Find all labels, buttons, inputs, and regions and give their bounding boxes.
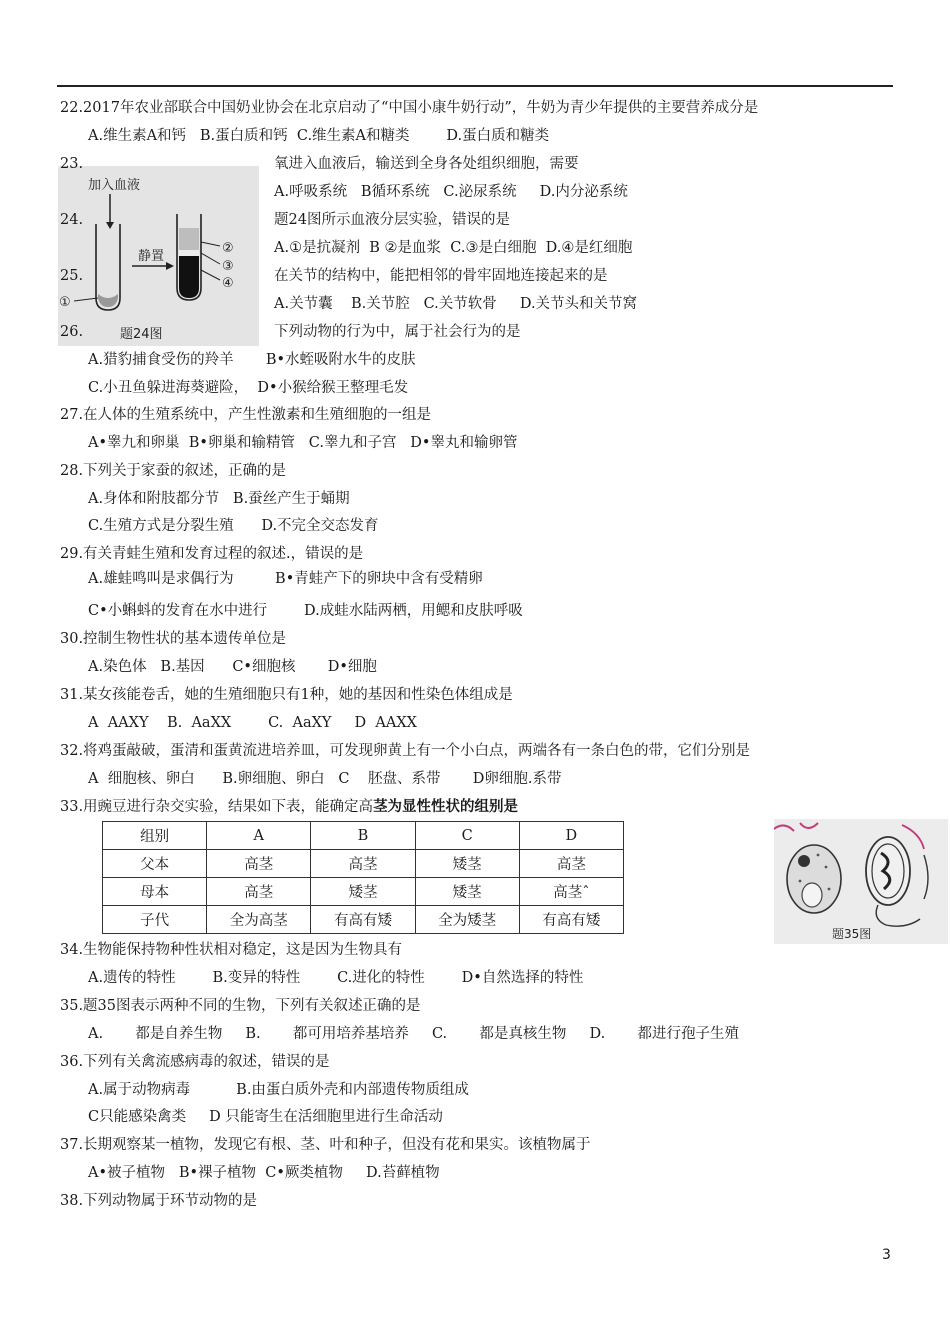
page-number: 3 [882,1247,891,1263]
q35-stem: 35.题35图表示两种不同的生物，下列有关叙述正确的是 [60,998,421,1014]
fig24-caption: 题24图 [120,327,163,342]
q33-stem-part2: 茎为显性性状的组别是 [373,799,519,815]
q27-stem: 27.在人体的生殖系统中，产生性激素和生殖细胞的一组是 [60,407,432,423]
q26-stem: 下列动物的行为中，属于社会行为的是 [274,324,521,340]
q37-stem: 37.长期观察某一植物，发现它有根、茎、叶和种子，但没有花和果实。该植物属于 [60,1137,591,1153]
table-row [103,850,624,878]
table-row [103,878,624,906]
q36-options-1: A.属于动物病毒 B.由蛋白质外壳和内部遗传物质组成 [88,1082,469,1098]
fig35-caption: 题35图 [832,927,872,941]
q25-number: 25. [60,268,84,284]
q31-stem: 31.某女孩能卷舌，她的生殖细胞只有1种，她的基因和性染色体组成是 [60,687,513,703]
table-header-cell: C [415,822,519,850]
q32-stem: 32.将鸡蛋敲破，蛋清和蛋黄流进培养皿，可发现卵黄上有一个小白点，两端各有一条白色的带，它们分别是 [60,743,751,759]
q23-number: 23. [60,156,84,172]
q37-options: A•被子植物 B•裸子植物 C•厥类植物 D.苔藓植物 [88,1165,440,1181]
fig24-marker-3: ③ [222,259,234,274]
fig24-label-standing: 静置 [138,249,165,264]
table-header-cell: D [519,822,623,850]
q35-options: A. 都是自养生物 B. 都可用培养基培养 C. 都是真核生物 D. 都进行孢子生殖 [88,1026,739,1042]
figure-24 [58,166,259,346]
q32-options: A 细胞核、卵白 B.卵细胞、卵白 C 胚盘、系带 D卵细胞.系带 [88,771,562,787]
q36-stem: 36.下列有关禽流感病毒的叙述，错误的是 [60,1054,330,1070]
fig24-marker-4: ④ [222,276,234,291]
q26-options-1: A.猎豹捕食受伤的羚羊 B•水蛭吸附水牛的皮肤 [88,352,416,368]
q30-stem: 30.控制生物性状的基本遗传单位是 [60,631,287,647]
table-cell: 有高有矮 [519,906,623,934]
figure-35 [774,819,948,944]
table-header-cell: B [311,822,415,850]
table-cell: 子代 [103,906,207,934]
q23-options: A.呼吸系统 B循环系统 C.泌尿系统 D.内分泌系统 [274,184,628,200]
q28-options-1: A.身体和附肢都分节 B.蚕丝产生于蛹期 [88,491,350,507]
table-cell: 高茎ˆ [519,878,623,906]
q25-options: A.关节囊 B.关节腔 C.关节软骨 D.关节头和关节窝 [274,296,638,312]
q34-options: A.遗传的特性 B.变异的特性 C.进化的特性 D•自然选择的特性 [88,970,584,986]
fig24-marker-2: ② [222,241,234,256]
fig24-label-add-blood: 加入血液 [88,178,141,193]
q33-stem [60,797,518,817]
q24-stem: 题24图所示血液分层实验，错误的是 [274,212,510,228]
table-cell: 有高有矮 [311,906,415,934]
table-cell: 全为高茎 [207,906,311,934]
q22-options: A.维生素A和钙 B.蛋白质和钙 C.维生素A和糖类 D.蛋白质和糖类 [88,128,550,144]
table-cell: 父本 [103,850,207,878]
table-header-cell: 组别 [103,822,207,850]
q29-options-1: A.雄蛙鸣叫是求偶行为 B•青蛙产下的卵块中含有受精卵 [88,571,483,587]
table-cell: 全为矮茎 [415,906,519,934]
q22-stem: 22.2017年农业部联合中国奶业协会在北京启动了“中国小康牛奶行动”，牛奶为青少年提供的主要营养成分是 [60,100,759,116]
table-cell: 矮茎 [415,850,519,878]
table-cell: 高茎 [311,850,415,878]
table-cell: 高茎 [207,878,311,906]
q34-stem: 34.生物能保持物种性状相对稳定，这是因为生物具有 [60,942,403,958]
q24-options: A.①是抗凝剂 B ②是血浆 C.③是白细胞 D.④是红细胞 [274,240,633,256]
table-row [103,906,624,934]
q29-options-2: C•小蝌蚪的发育在水中进行 D.成蛙水陆两栖，用鳃和皮肤呼吸 [88,603,523,619]
table-cell: 高茎 [519,850,623,878]
q25-stem: 在关节的结构中，能把相邻的骨牢固地连接起来的是 [274,268,608,284]
q33-stem-part1: 33.用豌豆进行杂交实验，结果如下表，能确定高 [60,799,374,815]
q27-options: A•睾九和卵巢 B•卵巢和输精管 C.睾九和子宫 D•睾丸和输卵管 [88,435,518,451]
q36-options-2: C只能感染禽类 D 只能寄生在活细胞里进行生命活动 [88,1109,443,1125]
q38-stem: 38.下列动物属于环节动物的是 [60,1193,258,1209]
q23-stem: 氧进入血液后，输送到全身各处组织细胞，需要 [274,156,579,172]
cross-results-table [102,821,624,934]
q24-number: 24. [60,212,84,228]
table-header-cell: A [207,822,311,850]
q28-options-2: C.生殖方式是分裂生殖 D.不完全交态发育 [88,518,379,534]
table-cell: 矮茎 [311,878,415,906]
q30-options: A.染色体 B.基因 C•细胞核 D•细胞 [88,659,377,675]
two-organisms-diagram [774,819,948,944]
fig24-marker-1: ① [59,295,71,310]
q31-options: A AAXY B. AaXX C. AaXY D AAXX [88,715,417,731]
table-header-row [103,822,624,850]
blood-layering-diagram [58,166,259,346]
table-cell: 矮茎 [415,878,519,906]
table-cell: 母本 [103,878,207,906]
q28-stem: 28.下列关于家蚕的叙述，正确的是 [60,463,287,479]
top-rule [57,85,893,87]
q26-options-2: C.小丑鱼躲进海葵避险， D•小猴给猴王整理毛发 [88,380,409,396]
q26-number: 26. [60,324,84,340]
table-cell: 高茎 [207,850,311,878]
q29-stem: 29.有关青蛙生殖和发育过程的叙述.，错误的是 [60,546,364,562]
